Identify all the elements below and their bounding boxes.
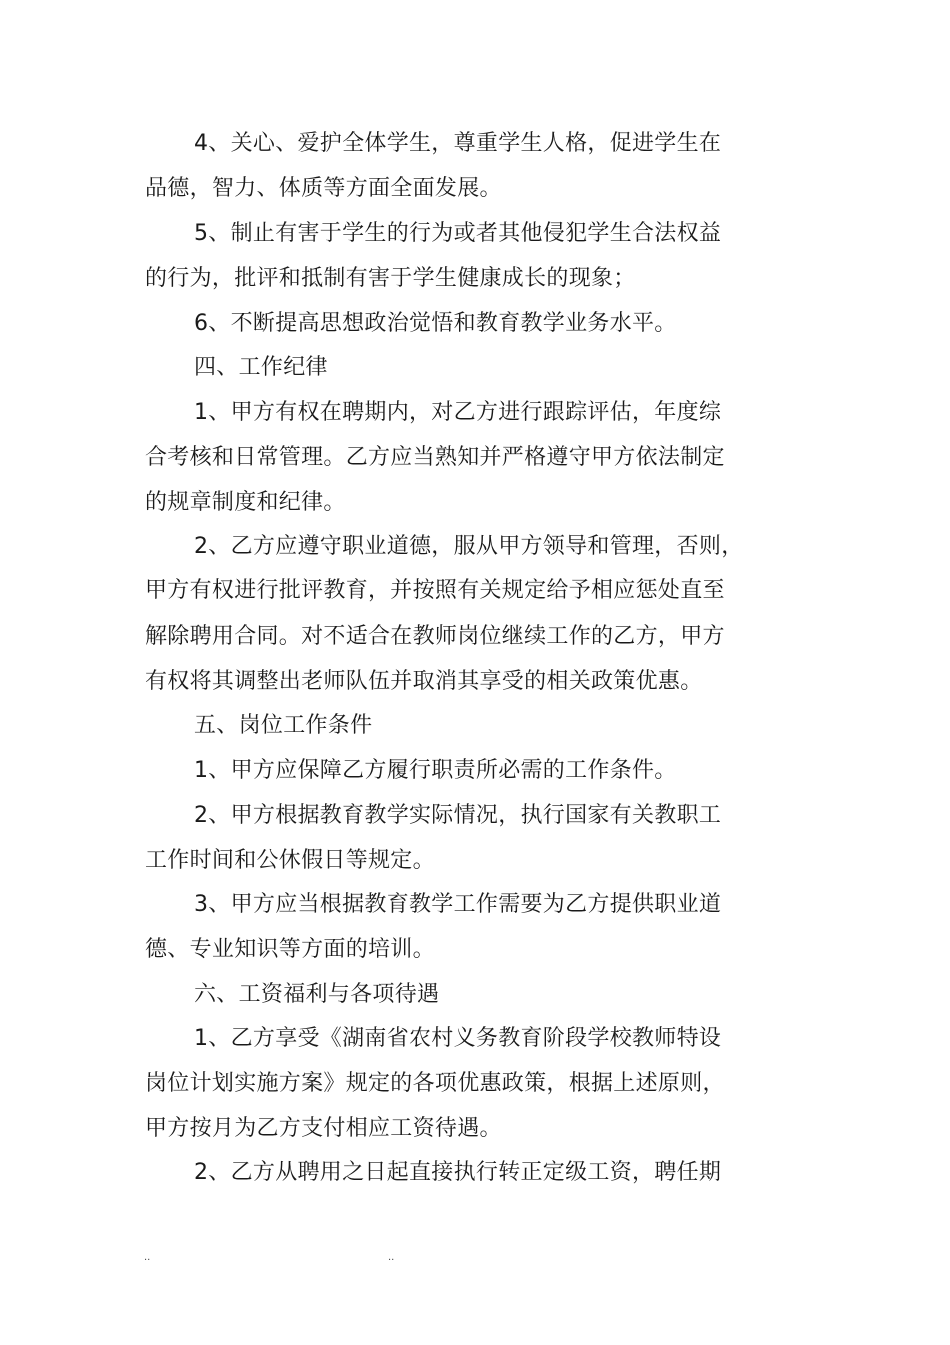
footer-mark-right: .. xyxy=(388,1252,395,1263)
paragraph-line: 品德，智力、体质等方面全面发展。 xyxy=(145,176,502,201)
paragraph-line: 6、不断提高思想政治觉悟和教育教学业务水平。 xyxy=(194,311,677,336)
paragraph-line: 1、乙方享受《湖南省农村义务教育阶段学校教师特设 xyxy=(194,1026,722,1051)
paragraph-line: 1、甲方有权在聘期内，对乙方进行跟踪评估，年度综 xyxy=(194,400,722,425)
paragraph-line: 的行为，批评和抵制有害于学生健康成长的现象； xyxy=(145,266,636,291)
paragraph-line: 有权将其调整出老师队伍并取消其享受的相关政策优惠。 xyxy=(145,669,703,694)
paragraph-line: 岗位计划实施方案》规定的各项优惠政策，根据上述原则， xyxy=(145,1071,725,1096)
paragraph-line: 2、甲方根据教育教学实际情况，执行国家有关教职工 xyxy=(194,803,722,828)
section-heading: 四、工作纪律 xyxy=(194,355,328,380)
paragraph-line: 的规章制度和纪律。 xyxy=(145,490,346,515)
paragraph-line: 甲方有权进行批评教育，并按照有关规定给予相应惩处直至 xyxy=(145,578,725,603)
paragraph-line: 1、甲方应保障乙方履行职责所必需的工作条件。 xyxy=(194,758,677,783)
paragraph-line: 4、关心、爱护全体学生，尊重学生人格，促进学生在 xyxy=(194,131,722,156)
paragraph-line: 合考核和日常管理。乙方应当熟知并严格遵守甲方依法制定 xyxy=(145,445,725,470)
paragraph-line: 3、甲方应当根据教育教学工作需要为乙方提供职业道 xyxy=(194,892,722,917)
paragraph-line: 甲方按月为乙方支付相应工资待遇。 xyxy=(145,1116,502,1141)
section-heading: 五、岗位工作条件 xyxy=(194,713,373,738)
paragraph-line: 2、乙方从聘用之日起直接执行转正定级工资，聘任期 xyxy=(194,1160,722,1185)
section-heading: 六、工资福利与各项待遇 xyxy=(194,982,440,1007)
footer-mark-left: .. xyxy=(144,1252,151,1263)
paragraph-line: 2、乙方应遵守职业道德，服从甲方领导和管理，否则， xyxy=(194,534,744,559)
paragraph-line: 德、专业知识等方面的培训。 xyxy=(145,937,435,962)
paragraph-line: 解除聘用合同。对不适合在教师岗位继续工作的乙方，甲方 xyxy=(145,624,725,649)
paragraph-line: 5、制止有害于学生的行为或者其他侵犯学生合法权益 xyxy=(194,221,722,246)
paragraph-line: 工作时间和公休假日等规定。 xyxy=(145,848,435,873)
